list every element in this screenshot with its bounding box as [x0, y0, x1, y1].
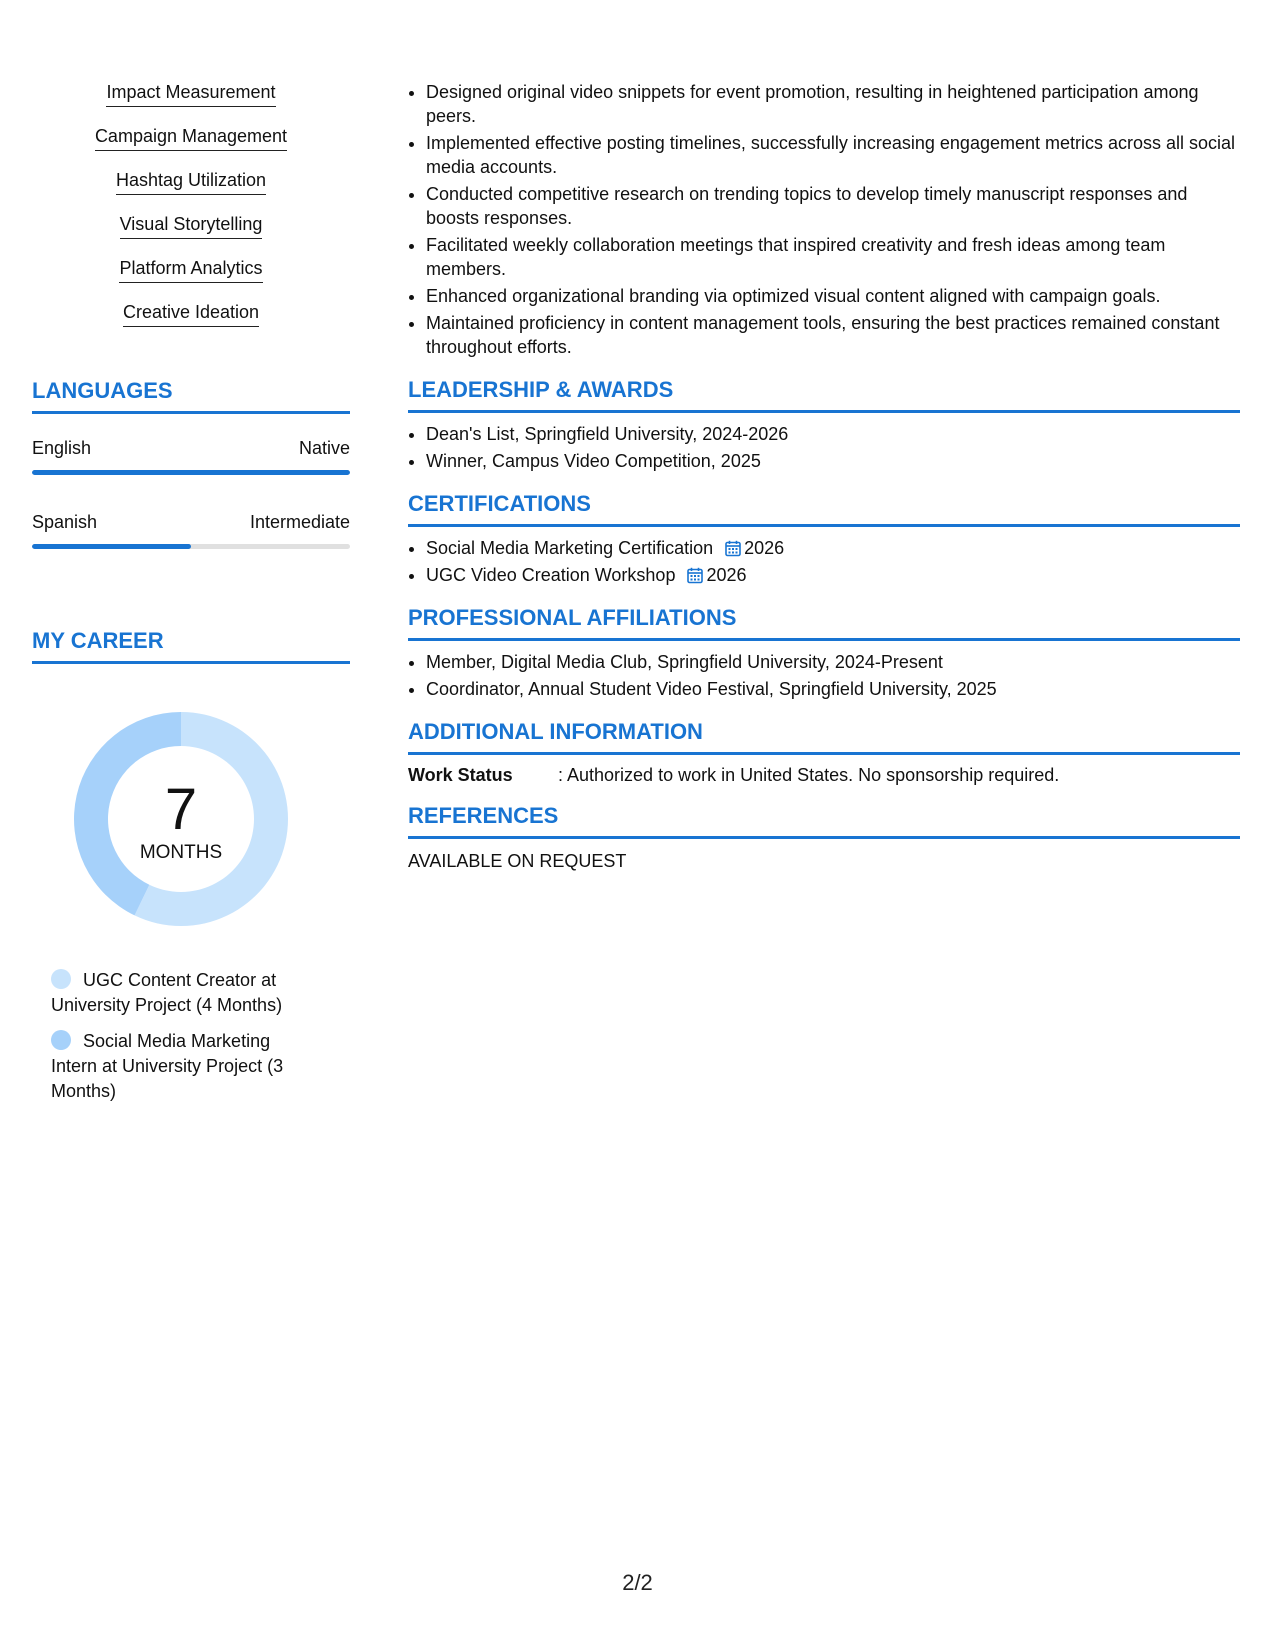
- affiliations-section: [408, 604, 1240, 701]
- language-bar: [32, 470, 350, 475]
- career-section: [32, 627, 350, 1104]
- additional-title: ADDITIONAL INFORMATION: [408, 719, 703, 744]
- section-divider: [32, 661, 350, 664]
- leadership-item: • Dean's List, Springfield University, 2024-2026: [426, 422, 1240, 446]
- skills-list: [32, 80, 350, 344]
- affiliation-item: • Member, Digital Media Club, Springfield University, 2024-Present: [426, 650, 1240, 674]
- section-divider: [408, 836, 1240, 839]
- experience-bullet: • Maintained proficiency in content management tools, ensuring the best practices remained constant throughout efforts.: [426, 311, 1240, 359]
- language-bar: [32, 544, 350, 549]
- language-name: English: [32, 438, 92, 458]
- leadership-item: • Winner, Campus Video Competition, 2025: [426, 449, 1240, 473]
- certification-year: 2026: [706, 565, 747, 585]
- affiliations-list: [408, 650, 1240, 701]
- section-divider: [408, 524, 1240, 527]
- page-number: 2/2: [622, 1570, 653, 1595]
- calendar-icon: [725, 540, 741, 557]
- certifications-title: CERTIFICATIONS: [408, 491, 591, 516]
- language-level: Intermediate: [249, 512, 350, 532]
- experience-bullet: • Conducted competitive research on trending topics to develop timely manuscript responses and boosts responses.: [426, 182, 1240, 230]
- experience-bullet: • Designed original video snippets for event promotion, resulting in heightened participation among peers.: [426, 80, 1240, 128]
- section-divider: [32, 411, 350, 414]
- experience-bullets: [408, 80, 1240, 359]
- experience-bullet: • Facilitated weekly collaboration meetings that inspired creativity and fresh ideas among team members.: [426, 233, 1240, 281]
- affiliations-title: PROFESSIONAL AFFILIATIONS: [408, 605, 737, 630]
- career-legend: [51, 968, 311, 1104]
- affiliation-item: • Coordinator, Annual Student Video Festival, Springfield University, 2025: [426, 677, 1240, 701]
- certification-name: Social Media Marketing Certification: [426, 538, 714, 558]
- calendar-icon: [687, 567, 703, 584]
- legend-item: [51, 968, 311, 1018]
- legend-swatch: [51, 1030, 71, 1050]
- legend-swatch: [51, 969, 71, 989]
- additional-section: [408, 718, 1240, 787]
- references-text: AVAILABLE ON REQUEST: [408, 851, 627, 871]
- right-column: [408, 80, 1240, 873]
- language-bar-fill: [32, 544, 191, 549]
- work-status-row: [408, 763, 1240, 787]
- certification-item: [426, 563, 1240, 587]
- leadership-list: [408, 422, 1240, 473]
- legend-item: [51, 1029, 311, 1104]
- left-column: [32, 80, 350, 1115]
- section-divider: [408, 752, 1240, 755]
- work-status-value: : Authorized to work in United States. No sponsorship required.: [558, 765, 1060, 785]
- languages-section: [32, 377, 350, 549]
- certifications-section: [408, 490, 1240, 587]
- language-level: Native: [298, 438, 350, 458]
- language-name: Spanish: [32, 512, 98, 532]
- donut-center-label: [66, 704, 296, 934]
- certifications-list: [408, 536, 1240, 587]
- skill-item: Campaign Management: [95, 124, 287, 151]
- career-total-value: 7: [164, 777, 198, 842]
- skill-item: Platform Analytics: [119, 256, 262, 283]
- skill-item: Visual Storytelling: [120, 212, 263, 239]
- work-status-label: Work Status: [408, 765, 513, 785]
- experience-bullet: • Implemented effective posting timelines, successfully increasing engagement metrics across all social media accounts.: [426, 131, 1240, 179]
- skill-item: Creative Ideation: [123, 300, 259, 327]
- career-title: MY CAREER: [32, 628, 164, 653]
- certification-name: UGC Video Creation Workshop: [426, 565, 676, 585]
- language-bar-fill: [32, 470, 350, 475]
- references-title: REFERENCES: [408, 803, 559, 828]
- experience-bullet: • Enhanced organizational branding via optimized visual content aligned with campaign goals.: [426, 284, 1240, 308]
- section-divider: [408, 410, 1240, 413]
- skill-item: Impact Measurement: [106, 80, 275, 107]
- leadership-title: LEADERSHIP & AWARDS: [408, 377, 674, 402]
- career-total-unit: MONTHS: [139, 842, 223, 863]
- language-item: [32, 510, 350, 549]
- certification-year: 2026: [744, 538, 785, 558]
- references-section: [408, 802, 1240, 873]
- career-donut-chart: [66, 704, 296, 934]
- leadership-section: [408, 376, 1240, 473]
- certification-item: [426, 536, 1240, 560]
- languages-title: LANGUAGES: [32, 378, 173, 403]
- section-divider: [408, 638, 1240, 641]
- legend-label: UGC Content Creator at University Project (4 Months): [51, 970, 283, 1015]
- language-item: [32, 436, 350, 475]
- legend-label: Social Media Marketing Intern at University Project (3 Months): [51, 1031, 284, 1101]
- skill-item: Hashtag Utilization: [116, 168, 266, 195]
